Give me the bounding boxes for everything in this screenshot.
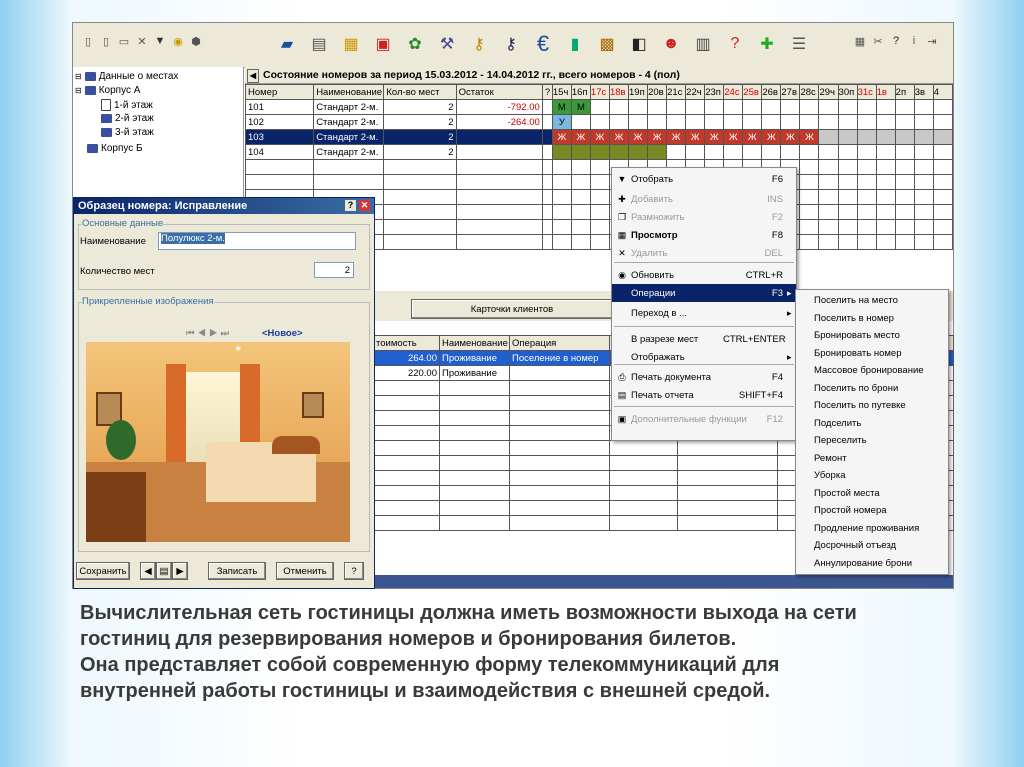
- column-header[interactable]: тоимость: [374, 336, 440, 351]
- room-cell: 2: [384, 100, 456, 115]
- day-cell[interactable]: [667, 100, 686, 115]
- day-cell[interactable]: Ж: [781, 130, 800, 145]
- toolbar: [73, 23, 953, 68]
- submenu-item[interactable]: Продление проживания: [814, 522, 920, 534]
- day-header[interactable]: 23п: [705, 85, 724, 100]
- client-cards-button[interactable]: Карточки клиентов: [411, 299, 613, 319]
- day-cell[interactable]: Ж: [648, 130, 667, 145]
- ledger-icon[interactable]: ▥: [695, 36, 711, 53]
- prev-icon[interactable]: ◀: [140, 562, 156, 580]
- stamp-icon[interactable]: ◧: [631, 36, 647, 53]
- day-cell[interactable]: Ж: [590, 130, 609, 145]
- day-cell[interactable]: [629, 100, 648, 115]
- tools-icon[interactable]: ⚒: [439, 36, 455, 53]
- menu-item-shortcut: F3: [771, 287, 783, 299]
- submenu-item[interactable]: Ремонт: [814, 452, 847, 464]
- help-icon[interactable]: ?: [892, 35, 900, 47]
- day-cell[interactable]: [667, 115, 686, 130]
- submenu-item[interactable]: Массовое бронирование: [814, 365, 924, 376]
- column-header[interactable]: Операция: [510, 336, 610, 351]
- submenu-item[interactable]: Переселить: [814, 435, 867, 446]
- tree-floor-1[interactable]: 1-й этаж: [101, 99, 153, 111]
- menu-item-label: Добавить: [631, 193, 673, 205]
- day-cell[interactable]: [667, 145, 686, 160]
- menu-item[interactable]: [612, 266, 796, 284]
- floor-icon: [101, 128, 112, 137]
- day-cell[interactable]: [857, 100, 876, 115]
- day-header[interactable]: 24с: [724, 85, 743, 100]
- list-icon[interactable]: ☰: [791, 36, 807, 53]
- day-cell[interactable]: [762, 115, 781, 130]
- help-doc-icon[interactable]: ?: [730, 35, 740, 52]
- day-cell[interactable]: [838, 115, 857, 130]
- day-header[interactable]: 4: [933, 85, 952, 100]
- day-cell[interactable]: [609, 145, 628, 160]
- day-cell[interactable]: [705, 145, 724, 160]
- menu-item-shortcut: CTRL+ENTER: [723, 333, 786, 345]
- menu-item-label: Обновить: [631, 269, 675, 281]
- app-screenshot: [72, 22, 954, 589]
- submenu-item[interactable]: Аннулирование брони: [814, 557, 913, 569]
- menu-item-shortcut: F4: [771, 371, 783, 383]
- day-cell[interactable]: [705, 100, 724, 115]
- info-icon[interactable]: i: [912, 35, 916, 47]
- calculator-icon[interactable]: ▦: [854, 35, 866, 48]
- day-cell[interactable]: У: [552, 115, 571, 130]
- day-cell[interactable]: [590, 145, 609, 160]
- day-cell[interactable]: [895, 145, 914, 160]
- submenu-item[interactable]: Уборка: [814, 470, 846, 481]
- day-header[interactable]: 2п: [895, 85, 914, 100]
- print-icon: ⎙: [618, 371, 626, 382]
- new-image-link[interactable]: <Новое>: [262, 328, 303, 339]
- day-header[interactable]: 20в: [648, 85, 667, 100]
- room-cell: [542, 100, 552, 115]
- room-cell: -792.00: [456, 100, 542, 115]
- column-header[interactable]: Наименование: [314, 85, 384, 100]
- day-cell[interactable]: [686, 115, 705, 130]
- image-nav-icons[interactable]: ⏮◀▶⏭: [186, 328, 233, 339]
- submenu-item[interactable]: Бронировать номер: [814, 347, 902, 359]
- menu-item[interactable]: [612, 244, 796, 262]
- day-cell[interactable]: [648, 115, 667, 130]
- day-cell[interactable]: [819, 145, 838, 160]
- menu-item-label: Дополнительные функции: [631, 413, 747, 425]
- day-cell[interactable]: [800, 100, 819, 115]
- card-icon[interactable]: ▮: [570, 36, 580, 53]
- day-cell[interactable]: [838, 100, 857, 115]
- day-header[interactable]: 21с: [667, 85, 686, 100]
- day-cell[interactable]: Ж: [571, 130, 590, 145]
- extra-icon: ▣: [617, 413, 627, 424]
- day-cell[interactable]: [800, 145, 819, 160]
- day-cell[interactable]: [629, 145, 648, 160]
- menu-item[interactable]: [612, 208, 796, 226]
- filter-icon: ▼: [617, 174, 627, 184]
- room-cell: Стандарт 2-м.: [314, 100, 384, 115]
- grid-title-bar: ◀ Состояние номеров за период 15.03.2012 - 14.04.2012 гг., всего номеров - 4 (пол): [245, 67, 953, 84]
- open-doc-icon[interactable]: ▯: [102, 35, 110, 48]
- money-icon[interactable]: ▩: [599, 36, 615, 53]
- room-cell: 102: [246, 115, 314, 130]
- submenu-item[interactable]: Подселить: [814, 417, 862, 429]
- tree-building-b[interactable]: Корпус Б: [87, 143, 143, 154]
- menu-item-label: Отображать: [631, 351, 685, 363]
- day-cell[interactable]: [838, 130, 857, 145]
- day-cell[interactable]: Ж: [667, 130, 686, 145]
- day-cell[interactable]: [781, 115, 800, 130]
- menu-item-shortcut: INS: [767, 193, 783, 205]
- column-header[interactable]: Наименование: [440, 336, 510, 351]
- report-icon: ▤: [617, 389, 627, 400]
- day-cell[interactable]: [914, 115, 933, 130]
- submenu-item[interactable]: Поселить на место: [814, 295, 898, 306]
- day-cell[interactable]: [648, 145, 667, 160]
- building-icon: [87, 144, 98, 153]
- day-cell[interactable]: [686, 100, 705, 115]
- menu-item-label: В разрезе мест: [631, 333, 699, 345]
- day-header[interactable]: 28с: [800, 85, 819, 100]
- day-cell[interactable]: Ж: [552, 130, 571, 145]
- menu-item[interactable]: [612, 190, 796, 208]
- day-cell[interactable]: Ж: [724, 130, 743, 145]
- room-cell: 2: [384, 115, 456, 130]
- room-cell: -264.00: [456, 115, 542, 130]
- day-cell[interactable]: [895, 130, 914, 145]
- day-cell[interactable]: М: [552, 100, 571, 115]
- menu-item-label: Печать отчета: [631, 389, 694, 401]
- status-strip: [373, 575, 953, 588]
- menu-item[interactable]: [612, 226, 796, 244]
- exit-icon[interactable]: ⇥: [927, 35, 937, 48]
- room-cell: [542, 130, 552, 145]
- menu-item[interactable]: [612, 348, 796, 366]
- menu-separator: [614, 406, 794, 407]
- day-cell[interactable]: [762, 100, 781, 115]
- palm-icon[interactable]: ✿: [408, 36, 422, 53]
- stack-icon[interactable]: ▦: [343, 36, 359, 53]
- day-header[interactable]: 29ч: [819, 85, 838, 100]
- day-cell[interactable]: Ж: [743, 130, 762, 145]
- menu-item[interactable]: [612, 386, 796, 404]
- caption-line: Вычислительная сеть гостиницы должна иметь возможности выхода на сети: [80, 602, 857, 624]
- refresh-icon: ◉: [618, 269, 626, 280]
- submenu-arrow-icon: ▸: [787, 307, 792, 318]
- day-cell[interactable]: [571, 145, 590, 160]
- room-cell: 103: [246, 130, 314, 145]
- menu-item-shortcut: F2: [771, 211, 783, 223]
- day-header[interactable]: 19п: [629, 85, 648, 100]
- caption-line: внутренней работы гостиницы и взаимодействия с внешней средой.: [80, 680, 771, 702]
- menu-item[interactable]: [612, 284, 796, 302]
- scroll-left-icon[interactable]: ◀: [247, 69, 259, 83]
- day-header[interactable]: 17с: [590, 85, 609, 100]
- submenu-arrow-icon: ▸: [787, 287, 792, 298]
- euro-icon[interactable]: €: [536, 31, 550, 56]
- add-doc-icon[interactable]: ✚: [760, 36, 774, 53]
- tree-building-a[interactable]: ⊟ Корпус А: [75, 85, 141, 96]
- day-cell[interactable]: [933, 145, 952, 160]
- day-cell[interactable]: [895, 115, 914, 130]
- day-cell[interactable]: [629, 115, 648, 130]
- day-header[interactable]: 3в: [914, 85, 933, 100]
- room-row[interactable]: [246, 115, 953, 130]
- day-cell[interactable]: [781, 100, 800, 115]
- grid-header-row: [246, 85, 953, 100]
- operation-cell: 220.00: [374, 366, 440, 381]
- day-cell[interactable]: [895, 100, 914, 115]
- submenu-arrow-icon: ▸: [787, 351, 792, 362]
- submenu-item[interactable]: Поселить по брони: [814, 382, 899, 394]
- room-cell: Стандарт 2-м.: [314, 115, 384, 130]
- save-button[interactable]: Сохранить: [76, 562, 130, 580]
- room-cell: 104: [246, 145, 314, 160]
- day-cell[interactable]: [933, 130, 952, 145]
- help-button[interactable]: ?: [344, 562, 364, 580]
- menu-item-label: Просмотр: [631, 229, 678, 241]
- book-icon[interactable]: ▣: [375, 36, 391, 53]
- menu-item-shortcut: F6: [771, 173, 783, 185]
- room-row[interactable]: [246, 145, 953, 160]
- column-header[interactable]: Остаток: [456, 85, 542, 100]
- doc-icon[interactable]: ▤: [156, 562, 172, 580]
- menu-item-label: Переход в ...: [631, 307, 687, 319]
- menu-item-label: Удалить: [631, 247, 668, 259]
- copy-icon: ❐: [617, 211, 627, 222]
- day-cell[interactable]: [819, 100, 838, 115]
- view-icon: ▦: [617, 229, 627, 240]
- menu-item-shortcut: CTRL+R: [745, 269, 783, 281]
- menu-item-label: Печать документа: [631, 371, 712, 383]
- keys-icon[interactable]: ⚷: [505, 36, 517, 53]
- room-cell: [456, 145, 542, 160]
- day-cell[interactable]: [571, 115, 590, 130]
- close-icon[interactable]: ✕: [360, 200, 369, 210]
- day-cell[interactable]: [590, 115, 609, 130]
- room-photo: ✶: [86, 342, 350, 542]
- day-header[interactable]: 31с: [857, 85, 876, 100]
- operation-cell: Проживание: [440, 366, 510, 381]
- caption-line: гостиниц для резервирования номеров и бронирования билетов.: [80, 628, 737, 650]
- day-cell[interactable]: [933, 115, 952, 130]
- day-cell[interactable]: [819, 130, 838, 145]
- day-cell[interactable]: [933, 100, 952, 115]
- room-cell: 2: [384, 145, 456, 160]
- submenu-item[interactable]: Бронировать место: [814, 330, 900, 341]
- empty-row: [246, 175, 953, 190]
- day-cell[interactable]: [781, 145, 800, 160]
- operation-cell: [510, 366, 610, 381]
- room-cell: [542, 115, 552, 130]
- empty-row: [246, 160, 953, 175]
- add-icon: ✚: [618, 193, 626, 204]
- menu-separator: [614, 326, 794, 327]
- day-cell[interactable]: Ж: [800, 130, 819, 145]
- day-cell[interactable]: [876, 115, 895, 130]
- day-cell[interactable]: М: [571, 100, 590, 115]
- key-icon[interactable]: ⚷: [473, 36, 485, 53]
- operation-cell: 264.00: [374, 351, 440, 366]
- day-header[interactable]: 15ч: [552, 85, 571, 100]
- day-cell[interactable]: [648, 100, 667, 115]
- monitor-icon[interactable]: ▰: [280, 36, 294, 53]
- day-header[interactable]: 1в: [876, 85, 895, 100]
- tools-small-icon[interactable]: ✂: [873, 35, 883, 48]
- places-tree: [73, 67, 244, 217]
- submenu-item[interactable]: Поселить в номер: [814, 312, 894, 324]
- images-legend: Прикрепленные изображения: [82, 296, 214, 307]
- day-cell[interactable]: Ж: [705, 130, 724, 145]
- main-data-legend: Основные данные: [82, 218, 164, 229]
- menu-item-label: Операции: [631, 287, 676, 299]
- name-field[interactable]: Полулюкс 2-м.: [158, 232, 356, 250]
- day-cell[interactable]: [762, 145, 781, 160]
- floor-icon: [101, 114, 112, 123]
- save-doc-icon[interactable]: ▯: [84, 35, 92, 48]
- column-header[interactable]: ?: [542, 85, 552, 100]
- menu-item-shortcut: F12: [766, 413, 783, 425]
- day-header[interactable]: 30п: [838, 85, 857, 100]
- write-button[interactable]: Записать: [208, 562, 266, 580]
- day-cell[interactable]: Ж: [629, 130, 648, 145]
- name-label: Наименование: [80, 236, 146, 247]
- column-header[interactable]: Номер: [246, 85, 314, 100]
- day-header[interactable]: 22ч: [686, 85, 705, 100]
- submenu-item[interactable]: Поселить по путевке: [814, 400, 906, 411]
- slide-caption: [80, 600, 960, 704]
- tree-floor-2[interactable]: 2-й этаж: [101, 113, 154, 124]
- caption-line: Она представляет собой современную форму телекоммуникаций для: [80, 654, 780, 676]
- submenu-item[interactable]: Досрочный отъезд: [814, 540, 897, 551]
- room-row[interactable]: [246, 100, 953, 115]
- room-cell: 101: [246, 100, 314, 115]
- help-icon[interactable]: ?: [345, 200, 356, 211]
- day-cell[interactable]: [876, 100, 895, 115]
- building-icon: [85, 86, 96, 95]
- day-cell[interactable]: [743, 100, 762, 115]
- menu-item[interactable]: [612, 170, 796, 188]
- room-cell: Стандарт 2-м.: [314, 130, 384, 145]
- close-icon[interactable]: ✕: [137, 35, 147, 48]
- menu-item-label: Отобрать: [631, 173, 674, 185]
- day-header[interactable]: 16п: [571, 85, 590, 100]
- day-cell[interactable]: [743, 145, 762, 160]
- day-cell[interactable]: [857, 130, 876, 145]
- day-cell[interactable]: [686, 145, 705, 160]
- tree-floor-3[interactable]: 3-й этаж: [101, 127, 154, 138]
- menu-separator: [614, 262, 794, 263]
- tree-root[interactable]: ⊟ Данные о местах: [75, 71, 179, 82]
- day-cell[interactable]: [819, 115, 838, 130]
- day-cell[interactable]: Ж: [762, 130, 781, 145]
- day-cell[interactable]: [876, 145, 895, 160]
- operation-cell: Поселение в номер: [510, 351, 610, 366]
- day-cell[interactable]: [800, 115, 819, 130]
- day-cell[interactable]: [724, 115, 743, 130]
- day-header[interactable]: 25в: [743, 85, 762, 100]
- places-field[interactable]: 2: [314, 262, 354, 278]
- day-cell[interactable]: [552, 145, 571, 160]
- dialog-title-bar: Образец номера: Исправление ? ✕: [74, 198, 374, 214]
- day-header[interactable]: 18в: [609, 85, 628, 100]
- day-cell[interactable]: [609, 115, 628, 130]
- document-icon[interactable]: ▤: [311, 36, 327, 53]
- floor-icon: [101, 99, 111, 111]
- person-icon[interactable]: ☻: [662, 35, 680, 52]
- operation-cell: Проживание: [440, 351, 510, 366]
- database-icon: [85, 72, 96, 81]
- room-cell: [456, 130, 542, 145]
- day-cell[interactable]: [914, 145, 933, 160]
- places-label: Количество мест: [80, 266, 155, 277]
- settings-icon[interactable]: ⬢: [191, 35, 201, 48]
- menu-item[interactable]: [612, 304, 796, 322]
- cancel-button[interactable]: Отменить: [276, 562, 334, 580]
- day-cell[interactable]: [876, 130, 895, 145]
- day-cell[interactable]: [705, 115, 724, 130]
- delete-icon: ✕: [618, 247, 626, 258]
- room-row[interactable]: [246, 130, 953, 145]
- menu-item[interactable]: [612, 368, 796, 386]
- day-cell[interactable]: [609, 100, 628, 115]
- room-sample-dialog: [73, 197, 375, 589]
- menu-item-shortcut: SHIFT+F4: [738, 389, 783, 401]
- day-header[interactable]: 26в: [762, 85, 781, 100]
- submenu-item[interactable]: Простой места: [814, 487, 880, 499]
- menu-item-shortcut: DEL: [764, 247, 783, 259]
- column-header[interactable]: Кол-во мест: [384, 85, 456, 100]
- operations-submenu: [795, 289, 949, 575]
- day-header[interactable]: 27в: [781, 85, 800, 100]
- room-cell: 2: [384, 130, 456, 145]
- day-cell[interactable]: [724, 100, 743, 115]
- menu-item-label: Размножить: [631, 211, 685, 223]
- next-icon[interactable]: ▶: [172, 562, 188, 580]
- day-cell[interactable]: [914, 130, 933, 145]
- room-cell: Стандарт 2-м.: [314, 145, 384, 160]
- day-cell[interactable]: [857, 145, 876, 160]
- day-cell[interactable]: Ж: [609, 130, 628, 145]
- filter-icon[interactable]: ▼: [154, 35, 166, 47]
- day-cell[interactable]: [724, 145, 743, 160]
- menu-item-shortcut: F8: [771, 229, 783, 241]
- day-cell[interactable]: [743, 115, 762, 130]
- day-cell[interactable]: [838, 145, 857, 160]
- day-cell[interactable]: [590, 100, 609, 115]
- page-icon[interactable]: ▭: [118, 35, 130, 48]
- day-cell[interactable]: [914, 100, 933, 115]
- refresh-icon[interactable]: ◉: [173, 35, 183, 48]
- context-menu: [611, 167, 797, 441]
- day-cell[interactable]: [857, 115, 876, 130]
- submenu-item[interactable]: Простой номера: [814, 505, 887, 516]
- menu-item[interactable]: [612, 330, 796, 348]
- room-cell: [542, 145, 552, 160]
- day-cell[interactable]: Ж: [686, 130, 705, 145]
- menu-item[interactable]: [612, 410, 796, 428]
